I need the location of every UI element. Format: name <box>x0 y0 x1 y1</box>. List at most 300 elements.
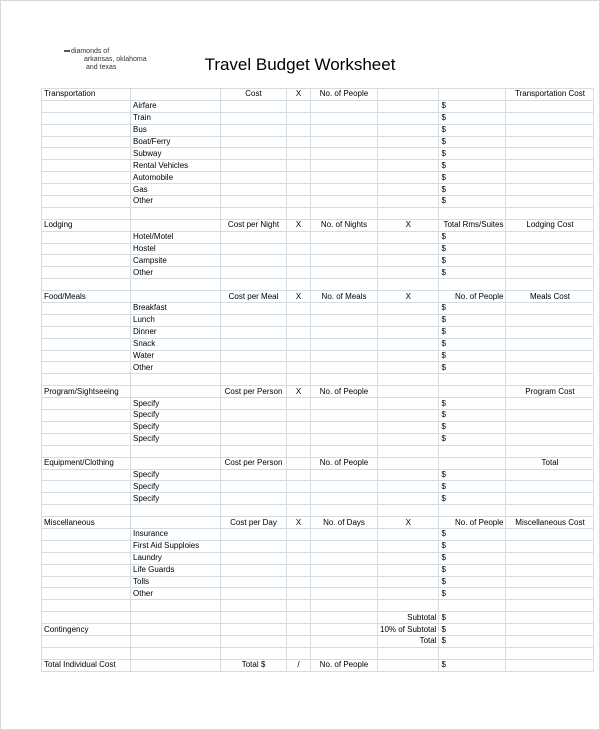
table-cell[interactable] <box>131 659 221 671</box>
table-cell[interactable] <box>287 398 311 410</box>
table-cell[interactable] <box>311 528 378 540</box>
table-cell[interactable] <box>439 457 506 469</box>
table-cell[interactable]: Specify <box>131 398 221 410</box>
table-cell[interactable] <box>378 279 439 291</box>
table-cell[interactable] <box>221 350 287 362</box>
table-cell[interactable] <box>506 433 594 445</box>
table-cell[interactable] <box>506 505 594 517</box>
table-cell[interactable] <box>287 552 311 564</box>
table-cell[interactable]: $ <box>439 196 506 208</box>
table-cell[interactable]: Lodging <box>42 219 131 231</box>
table-cell[interactable] <box>506 469 594 481</box>
table-cell[interactable] <box>131 89 221 101</box>
table-cell[interactable] <box>378 338 439 350</box>
table-cell[interactable] <box>378 89 439 101</box>
table-cell[interactable] <box>42 647 131 659</box>
table-cell[interactable]: Equipment/Clothing <box>42 457 131 469</box>
table-cell[interactable] <box>287 112 311 124</box>
table-cell[interactable] <box>287 267 311 279</box>
table-cell[interactable] <box>287 338 311 350</box>
table-cell[interactable] <box>42 612 131 624</box>
table-cell[interactable] <box>311 196 378 208</box>
table-cell[interactable] <box>221 243 287 255</box>
table-cell[interactable] <box>506 231 594 243</box>
table-cell[interactable] <box>42 552 131 564</box>
table-cell[interactable]: Other <box>131 196 221 208</box>
table-cell[interactable] <box>42 540 131 552</box>
table-cell[interactable] <box>378 362 439 374</box>
table-cell[interactable]: No. of People <box>311 386 378 398</box>
table-cell[interactable] <box>221 172 287 184</box>
table-cell[interactable] <box>506 635 594 647</box>
table-cell[interactable] <box>287 410 311 422</box>
table-cell[interactable] <box>221 647 287 659</box>
table-cell[interactable] <box>42 207 131 219</box>
table-cell[interactable] <box>506 350 594 362</box>
table-cell[interactable] <box>378 255 439 267</box>
table-cell[interactable] <box>287 255 311 267</box>
table-cell[interactable] <box>311 303 378 315</box>
table-cell[interactable]: Total Rms/Suites <box>439 219 506 231</box>
table-cell[interactable] <box>221 255 287 267</box>
table-cell[interactable] <box>378 564 439 576</box>
table-cell[interactable]: Cost per Night <box>221 219 287 231</box>
table-cell[interactable] <box>506 588 594 600</box>
table-cell[interactable] <box>287 445 311 457</box>
table-cell[interactable] <box>42 421 131 433</box>
table-cell[interactable] <box>311 314 378 326</box>
table-cell[interactable]: Total <box>378 635 439 647</box>
table-cell[interactable]: $ <box>439 243 506 255</box>
table-cell[interactable] <box>311 112 378 124</box>
table-cell[interactable] <box>378 172 439 184</box>
table-cell[interactable] <box>42 255 131 267</box>
table-cell[interactable]: $ <box>439 362 506 374</box>
table-cell[interactable] <box>378 445 439 457</box>
table-cell[interactable]: Campsite <box>131 255 221 267</box>
table-cell[interactable] <box>221 540 287 552</box>
table-cell[interactable] <box>42 100 131 112</box>
table-cell[interactable]: Contingency <box>42 624 131 636</box>
table-cell[interactable] <box>221 148 287 160</box>
table-cell[interactable] <box>439 279 506 291</box>
table-cell[interactable] <box>378 303 439 315</box>
table-cell[interactable]: Other <box>131 362 221 374</box>
table-cell[interactable] <box>378 231 439 243</box>
table-cell[interactable] <box>42 314 131 326</box>
table-cell[interactable]: Breakfast <box>131 303 221 315</box>
table-cell[interactable] <box>42 112 131 124</box>
table-cell[interactable]: $ <box>439 326 506 338</box>
table-cell[interactable] <box>378 207 439 219</box>
table-cell[interactable] <box>506 647 594 659</box>
table-cell[interactable]: $ <box>439 540 506 552</box>
table-cell[interactable] <box>439 647 506 659</box>
table-cell[interactable] <box>311 207 378 219</box>
table-cell[interactable] <box>221 338 287 350</box>
table-cell[interactable] <box>221 433 287 445</box>
table-cell[interactable] <box>42 481 131 493</box>
table-cell[interactable] <box>42 303 131 315</box>
table-cell[interactable] <box>378 659 439 671</box>
table-cell[interactable] <box>287 540 311 552</box>
table-cell[interactable]: Rental Vehicles <box>131 160 221 172</box>
table-cell[interactable] <box>311 552 378 564</box>
table-cell[interactable]: Cost <box>221 89 287 101</box>
table-cell[interactable]: Lodging Cost <box>506 219 594 231</box>
table-cell[interactable]: X <box>287 89 311 101</box>
table-cell[interactable] <box>287 136 311 148</box>
table-cell[interactable] <box>378 184 439 196</box>
table-cell[interactable] <box>311 540 378 552</box>
table-cell[interactable] <box>131 505 221 517</box>
table-cell[interactable] <box>311 635 378 647</box>
table-cell[interactable] <box>506 445 594 457</box>
table-cell[interactable] <box>221 314 287 326</box>
table-cell[interactable]: $ <box>439 267 506 279</box>
table-cell[interactable] <box>221 362 287 374</box>
table-cell[interactable] <box>42 564 131 576</box>
table-cell[interactable] <box>378 410 439 422</box>
table-cell[interactable] <box>506 564 594 576</box>
table-cell[interactable]: Food/Meals <box>42 291 131 303</box>
table-cell[interactable]: Snack <box>131 338 221 350</box>
table-cell[interactable] <box>287 433 311 445</box>
table-cell[interactable] <box>221 600 287 612</box>
table-cell[interactable]: $ <box>439 350 506 362</box>
table-cell[interactable] <box>311 231 378 243</box>
table-cell[interactable] <box>378 576 439 588</box>
table-cell[interactable] <box>42 505 131 517</box>
table-cell[interactable] <box>311 576 378 588</box>
table-cell[interactable] <box>506 148 594 160</box>
table-cell[interactable] <box>378 196 439 208</box>
table-cell[interactable] <box>506 314 594 326</box>
table-cell[interactable] <box>311 136 378 148</box>
table-cell[interactable] <box>439 207 506 219</box>
table-cell[interactable]: X <box>287 517 311 529</box>
table-cell[interactable] <box>311 410 378 422</box>
table-cell[interactable]: Program Cost <box>506 386 594 398</box>
table-cell[interactable] <box>378 160 439 172</box>
table-cell[interactable]: Total $ <box>221 659 287 671</box>
table-cell[interactable]: Specify <box>131 469 221 481</box>
table-cell[interactable] <box>287 279 311 291</box>
table-cell[interactable]: / <box>287 659 311 671</box>
table-cell[interactable] <box>439 89 506 101</box>
table-cell[interactable] <box>287 576 311 588</box>
table-cell[interactable] <box>506 184 594 196</box>
table-cell[interactable]: $ <box>439 398 506 410</box>
table-cell[interactable] <box>378 457 439 469</box>
table-cell[interactable]: X <box>378 291 439 303</box>
table-cell[interactable] <box>506 243 594 255</box>
table-cell[interactable] <box>439 600 506 612</box>
table-cell[interactable] <box>287 647 311 659</box>
table-cell[interactable] <box>287 493 311 505</box>
table-cell[interactable] <box>287 350 311 362</box>
table-cell[interactable]: Automobile <box>131 172 221 184</box>
table-cell[interactable] <box>131 207 221 219</box>
table-cell[interactable] <box>378 505 439 517</box>
table-cell[interactable]: $ <box>439 552 506 564</box>
table-cell[interactable] <box>131 635 221 647</box>
table-cell[interactable]: Other <box>131 588 221 600</box>
table-cell[interactable] <box>311 350 378 362</box>
table-cell[interactable] <box>287 505 311 517</box>
table-cell[interactable] <box>131 291 221 303</box>
table-cell[interactable]: $ <box>439 624 506 636</box>
table-cell[interactable]: Laundry <box>131 552 221 564</box>
table-cell[interactable] <box>378 243 439 255</box>
table-cell[interactable] <box>287 184 311 196</box>
table-cell[interactable]: Miscellaneous Cost <box>506 517 594 529</box>
table-cell[interactable]: Miscellaneous <box>42 517 131 529</box>
table-cell[interactable] <box>287 100 311 112</box>
table-cell[interactable]: X <box>287 291 311 303</box>
table-cell[interactable] <box>287 148 311 160</box>
table-cell[interactable] <box>506 112 594 124</box>
table-cell[interactable] <box>221 136 287 148</box>
table-cell[interactable] <box>311 326 378 338</box>
table-cell[interactable] <box>378 267 439 279</box>
table-cell[interactable] <box>287 528 311 540</box>
table-cell[interactable] <box>506 540 594 552</box>
table-cell[interactable] <box>506 421 594 433</box>
table-cell[interactable] <box>221 445 287 457</box>
table-cell[interactable]: $ <box>439 148 506 160</box>
table-cell[interactable] <box>378 493 439 505</box>
table-cell[interactable]: No. of People <box>439 291 506 303</box>
table-cell[interactable] <box>42 124 131 136</box>
table-cell[interactable] <box>131 279 221 291</box>
table-cell[interactable]: $ <box>439 588 506 600</box>
table-cell[interactable] <box>42 172 131 184</box>
table-cell[interactable] <box>378 469 439 481</box>
table-cell[interactable] <box>287 469 311 481</box>
table-cell[interactable] <box>221 398 287 410</box>
table-cell[interactable] <box>311 100 378 112</box>
table-cell[interactable] <box>221 207 287 219</box>
table-cell[interactable] <box>506 528 594 540</box>
table-cell[interactable]: Train <box>131 112 221 124</box>
table-cell[interactable] <box>221 469 287 481</box>
table-cell[interactable] <box>378 112 439 124</box>
table-cell[interactable]: Meals Cost <box>506 291 594 303</box>
table-cell[interactable] <box>131 374 221 386</box>
table-cell[interactable] <box>506 303 594 315</box>
table-cell[interactable]: $ <box>439 160 506 172</box>
table-cell[interactable] <box>378 386 439 398</box>
table-cell[interactable] <box>506 160 594 172</box>
table-cell[interactable] <box>311 445 378 457</box>
table-cell[interactable]: $ <box>439 612 506 624</box>
table-cell[interactable] <box>221 100 287 112</box>
table-cell[interactable] <box>221 624 287 636</box>
table-cell[interactable] <box>378 100 439 112</box>
table-cell[interactable] <box>311 624 378 636</box>
table-cell[interactable] <box>42 445 131 457</box>
table-cell[interactable]: Insurance <box>131 528 221 540</box>
table-cell[interactable] <box>42 231 131 243</box>
table-cell[interactable] <box>42 398 131 410</box>
table-cell[interactable]: Life Guards <box>131 564 221 576</box>
table-cell[interactable] <box>506 398 594 410</box>
table-cell[interactable] <box>221 184 287 196</box>
table-cell[interactable] <box>287 588 311 600</box>
table-cell[interactable] <box>378 528 439 540</box>
table-cell[interactable] <box>287 160 311 172</box>
table-cell[interactable] <box>378 552 439 564</box>
table-cell[interactable] <box>287 207 311 219</box>
table-cell[interactable] <box>42 469 131 481</box>
table-cell[interactable] <box>506 136 594 148</box>
table-cell[interactable] <box>287 612 311 624</box>
table-cell[interactable]: $ <box>439 493 506 505</box>
table-cell[interactable] <box>287 196 311 208</box>
table-cell[interactable] <box>378 647 439 659</box>
table-cell[interactable]: Cost per Meal <box>221 291 287 303</box>
table-cell[interactable]: Hostel <box>131 243 221 255</box>
table-cell[interactable]: $ <box>439 421 506 433</box>
table-cell[interactable] <box>378 350 439 362</box>
table-cell[interactable] <box>287 326 311 338</box>
table-cell[interactable] <box>506 124 594 136</box>
table-cell[interactable] <box>506 624 594 636</box>
table-cell[interactable] <box>506 172 594 184</box>
table-cell[interactable]: Subtotal <box>378 612 439 624</box>
table-cell[interactable]: $ <box>439 303 506 315</box>
table-cell[interactable] <box>378 600 439 612</box>
table-cell[interactable] <box>221 564 287 576</box>
table-cell[interactable] <box>42 600 131 612</box>
table-cell[interactable]: Transportation <box>42 89 131 101</box>
table-cell[interactable]: Lunch <box>131 314 221 326</box>
table-cell[interactable] <box>42 433 131 445</box>
table-cell[interactable] <box>42 588 131 600</box>
table-cell[interactable]: $ <box>439 231 506 243</box>
table-cell[interactable]: $ <box>439 528 506 540</box>
table-cell[interactable] <box>311 243 378 255</box>
table-cell[interactable] <box>506 196 594 208</box>
table-cell[interactable] <box>378 433 439 445</box>
table-cell[interactable] <box>311 421 378 433</box>
table-cell[interactable] <box>311 433 378 445</box>
table-cell[interactable]: Cost per Day <box>221 517 287 529</box>
table-cell[interactable] <box>506 600 594 612</box>
table-cell[interactable] <box>287 231 311 243</box>
table-cell[interactable]: Transportation Cost <box>506 89 594 101</box>
table-cell[interactable] <box>287 362 311 374</box>
table-cell[interactable] <box>506 493 594 505</box>
table-cell[interactable] <box>221 124 287 136</box>
table-cell[interactable] <box>131 517 221 529</box>
table-cell[interactable]: No. of People <box>439 517 506 529</box>
table-cell[interactable]: Gas <box>131 184 221 196</box>
table-cell[interactable] <box>131 600 221 612</box>
table-cell[interactable]: Specify <box>131 410 221 422</box>
table-cell[interactable]: $ <box>439 635 506 647</box>
table-cell[interactable]: Program/Sightseeing <box>42 386 131 398</box>
table-cell[interactable] <box>506 326 594 338</box>
table-cell[interactable] <box>506 552 594 564</box>
table-cell[interactable] <box>221 552 287 564</box>
table-cell[interactable]: No. of Nights <box>311 219 378 231</box>
table-cell[interactable] <box>311 148 378 160</box>
table-cell[interactable]: X <box>378 517 439 529</box>
table-cell[interactable] <box>311 255 378 267</box>
table-cell[interactable] <box>378 588 439 600</box>
table-cell[interactable]: Hotel/Motel <box>131 231 221 243</box>
table-cell[interactable] <box>42 267 131 279</box>
table-cell[interactable] <box>439 505 506 517</box>
table-cell[interactable] <box>506 207 594 219</box>
table-cell[interactable]: No. of Days <box>311 517 378 529</box>
table-cell[interactable] <box>311 124 378 136</box>
table-cell[interactable]: No. of Meals <box>311 291 378 303</box>
table-cell[interactable] <box>506 279 594 291</box>
table-cell[interactable] <box>506 410 594 422</box>
table-cell[interactable] <box>42 528 131 540</box>
table-cell[interactable]: $ <box>439 410 506 422</box>
table-cell[interactable] <box>221 528 287 540</box>
table-cell[interactable] <box>311 279 378 291</box>
table-cell[interactable] <box>378 314 439 326</box>
table-cell[interactable] <box>506 255 594 267</box>
table-cell[interactable] <box>311 647 378 659</box>
table-cell[interactable] <box>506 267 594 279</box>
table-cell[interactable] <box>311 172 378 184</box>
table-cell[interactable]: $ <box>439 184 506 196</box>
table-cell[interactable]: $ <box>439 433 506 445</box>
table-cell[interactable]: Bus <box>131 124 221 136</box>
table-cell[interactable] <box>311 493 378 505</box>
table-cell[interactable]: First Aid Supploies <box>131 540 221 552</box>
table-cell[interactable] <box>221 505 287 517</box>
table-cell[interactable] <box>439 374 506 386</box>
table-cell[interactable] <box>311 362 378 374</box>
table-cell[interactable]: $ <box>439 659 506 671</box>
table-cell[interactable]: Airfare <box>131 100 221 112</box>
table-cell[interactable]: No. of People <box>311 457 378 469</box>
table-cell[interactable] <box>42 160 131 172</box>
table-cell[interactable] <box>311 505 378 517</box>
table-cell[interactable] <box>131 386 221 398</box>
table-cell[interactable] <box>221 612 287 624</box>
table-cell[interactable] <box>221 231 287 243</box>
table-cell[interactable] <box>287 243 311 255</box>
table-cell[interactable] <box>506 481 594 493</box>
table-cell[interactable]: X <box>287 386 311 398</box>
table-cell[interactable] <box>506 374 594 386</box>
table-cell[interactable] <box>221 374 287 386</box>
table-cell[interactable]: Dinner <box>131 326 221 338</box>
table-cell[interactable] <box>311 600 378 612</box>
table-cell[interactable]: Subway <box>131 148 221 160</box>
table-cell[interactable] <box>311 564 378 576</box>
table-cell[interactable] <box>378 481 439 493</box>
table-cell[interactable] <box>42 493 131 505</box>
table-cell[interactable] <box>287 314 311 326</box>
table-cell[interactable] <box>311 267 378 279</box>
table-cell[interactable]: Specify <box>131 421 221 433</box>
table-cell[interactable] <box>311 481 378 493</box>
table-cell[interactable] <box>42 148 131 160</box>
table-cell[interactable] <box>287 374 311 386</box>
table-cell[interactable] <box>221 588 287 600</box>
table-cell[interactable] <box>131 445 221 457</box>
table-cell[interactable]: Other <box>131 267 221 279</box>
